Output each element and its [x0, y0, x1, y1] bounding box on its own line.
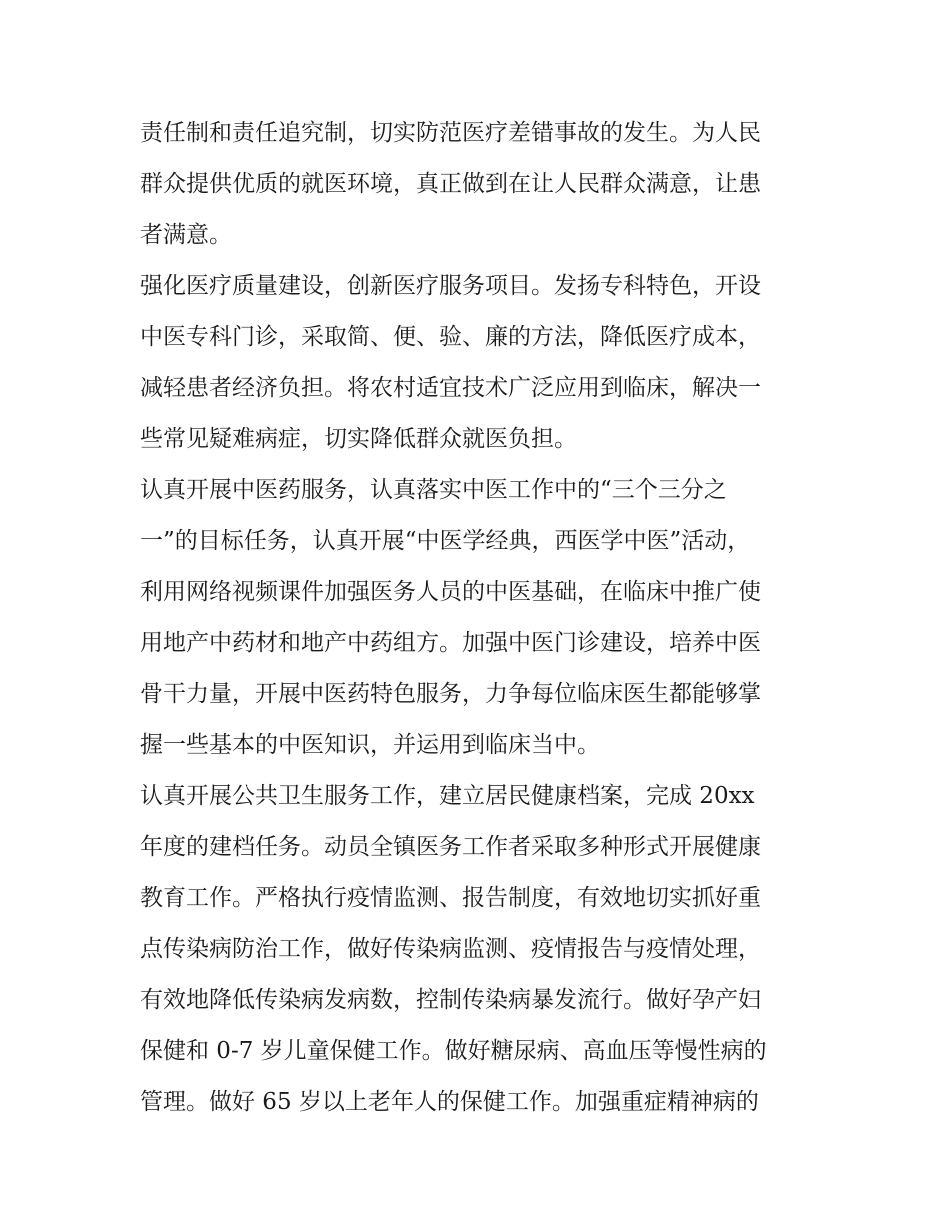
text-line: 用地产中药材和地产中药组方。加强中医门诊建设，培养中医: [140, 630, 761, 656]
text-line: 中医专科门诊，采取简、便、验、廉的方法，降低医疗成本，: [140, 324, 761, 350]
text-line: 管理。做好 65 岁以上老年人的保健工作。加强重症精神病的: [140, 1089, 759, 1115]
text-line: 教育工作。严格执行疫情监测、报告制度，有效地切实抓好重: [140, 885, 761, 911]
text-line: 有效地降低传染病发病数，控制传染病暴发流行。做好孕产妇: [140, 987, 761, 1013]
text-line: 点传染病防治工作，做好传染病监测、疫情报告与疫情处理，: [140, 936, 761, 962]
text-line: 握一些基本的中医知识，并运用到临床当中。: [140, 732, 600, 758]
text-line: 利用网络视频课件加强医务人员的中医基础，在临床中推广使: [140, 579, 761, 605]
body-text: [140, 108, 820, 1128]
text-line: 一”的目标任务，认真开展“中医学经典，西医学中医”活动，: [140, 528, 751, 554]
text-line: 减轻患者经济负担。将农村适宜技术广泛应用到临床，解决一: [140, 375, 761, 401]
text-line: 者满意。: [140, 222, 232, 248]
text-line: 认真开展中医药服务，认真落实中医工作中的“三个三分之: [140, 477, 727, 503]
text-line: 骨干力量，开展中医药特色服务，力争每位临床医生都能够掌: [140, 681, 761, 707]
text-line: 认真开展公共卫生服务工作，建立居民健康档案，完成 20xx: [140, 783, 755, 809]
text-line: 年度的建档任务。动员全镇医务工作者采取多种形式开展健康: [140, 834, 761, 860]
text-line: 些常见疑难病症，切实降低群众就医负担。: [140, 426, 577, 452]
text-line: 责任制和责任追究制，切实防范医疗差错事故的发生。为人民: [140, 120, 761, 146]
text-line: 强化医疗质量建设，创新医疗服务项目。发扬专科特色，开设: [140, 273, 761, 299]
text-line: 群众提供优质的就医环境，真正做到在让人民群众满意，让患: [140, 171, 761, 197]
text-line: 保健和 0-7 岁儿童保健工作。做好糖尿病、高血压等慢性病的: [140, 1038, 767, 1064]
